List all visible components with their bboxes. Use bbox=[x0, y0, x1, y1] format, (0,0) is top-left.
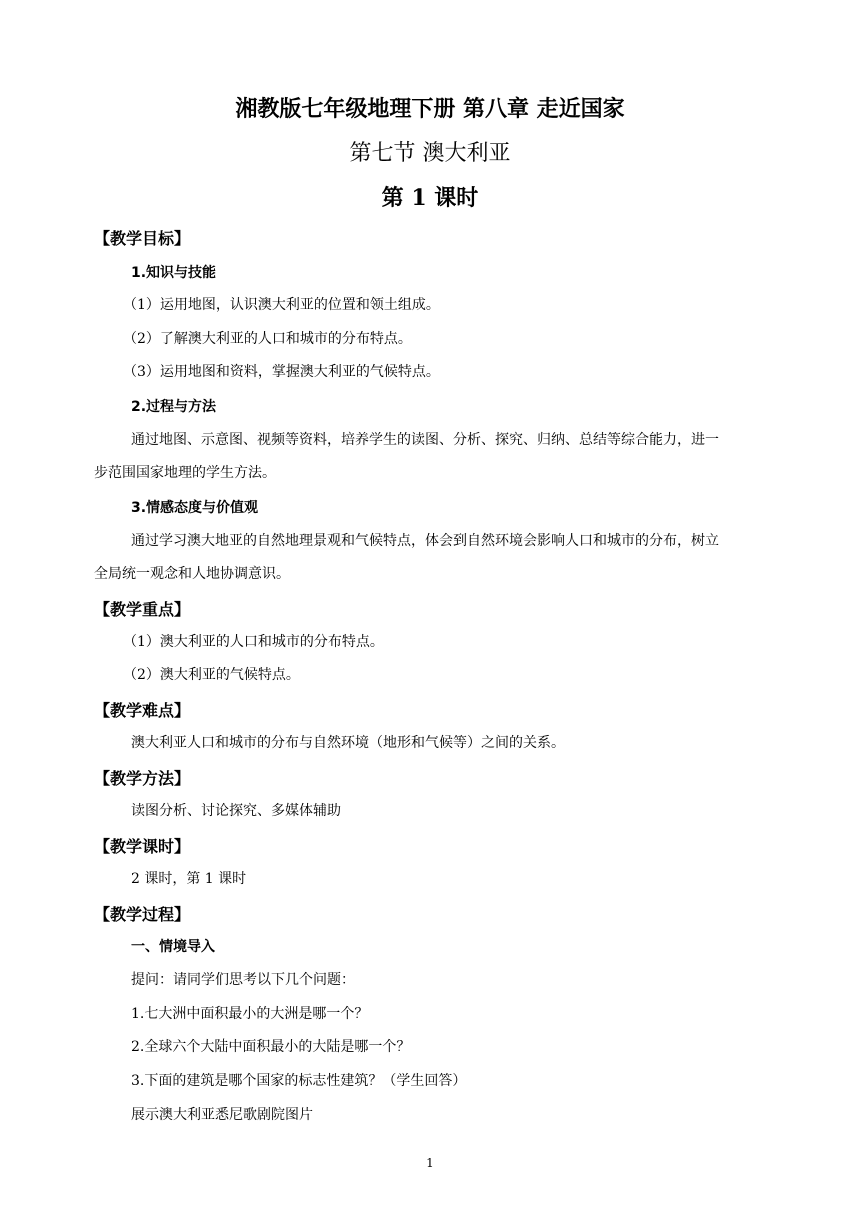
process-text-line: 通过地图、示意图、视频等资料，培养学生的读图、分析、探究、归纳、总结等综合能力，进一 bbox=[131, 432, 719, 448]
section-title: 第七节 澳大利亚 bbox=[349, 141, 511, 166]
methods-heading: 【教学方法】 bbox=[94, 769, 191, 788]
knowledge-item: （3）运用地图和资料，掌握澳大利亚的气候特点。 bbox=[123, 364, 440, 380]
document-title: 湘教版七年级地理下册 第八章 走近国家 bbox=[235, 97, 625, 122]
key-point-item: （2）澳大利亚的气候特点。 bbox=[123, 667, 300, 683]
question-item: 2.全球六个大陆中面积最小的大陆是哪一个？ bbox=[131, 1039, 411, 1055]
hours-text: 2 课时，第 1 课时 bbox=[131, 871, 247, 887]
step-title: 一、情境导入 bbox=[131, 939, 215, 955]
process-label: 2.过程与方法 bbox=[131, 399, 217, 415]
difficulties-text: 澳大利亚人口和城市的分布与自然环境（地形和气候等）之间的关系。 bbox=[131, 735, 565, 751]
difficulties-heading: 【教学难点】 bbox=[94, 701, 191, 720]
attitude-text-line: 通过学习澳大地亚的自然地理景观和气候特点，体会到自然环境会影响人口和城市的分布，树立 bbox=[131, 533, 719, 549]
lesson-title: 第 1 课时 bbox=[381, 185, 479, 211]
attitude-text-line: 全局统一观念和人地协调意识。 bbox=[94, 566, 290, 582]
knowledge-label: 1.知识与技能 bbox=[131, 265, 217, 281]
page-number: 1 bbox=[426, 1156, 434, 1170]
attitude-label: 3.情感态度与价值观 bbox=[131, 500, 259, 516]
objectives-heading: 【教学目标】 bbox=[94, 229, 191, 248]
question-item: 3.下面的建筑是哪个国家的标志性建筑？（学生回答） bbox=[131, 1073, 467, 1089]
key-points-heading: 【教学重点】 bbox=[94, 600, 191, 619]
knowledge-item: （1）运用地图，认识澳大利亚的位置和领土组成。 bbox=[123, 297, 440, 313]
process-heading: 【教学过程】 bbox=[94, 905, 191, 924]
key-point-item: （1）澳大利亚的人口和城市的分布特点。 bbox=[123, 634, 384, 650]
knowledge-item: （2）了解澳大利亚的人口和城市的分布特点。 bbox=[123, 331, 412, 347]
show-text: 展示澳大利亚悉尼歌剧院图片 bbox=[131, 1107, 313, 1123]
methods-text: 读图分析、讨论探究、多媒体辅助 bbox=[131, 803, 341, 819]
question-item: 1.七大洲中面积最小的大洲是哪一个？ bbox=[131, 1006, 369, 1022]
question-intro: 提问：请同学们思考以下几个问题： bbox=[131, 972, 355, 988]
hours-heading: 【教学课时】 bbox=[94, 837, 191, 856]
process-text-line: 步范围国家地理的学生方法。 bbox=[94, 465, 276, 481]
